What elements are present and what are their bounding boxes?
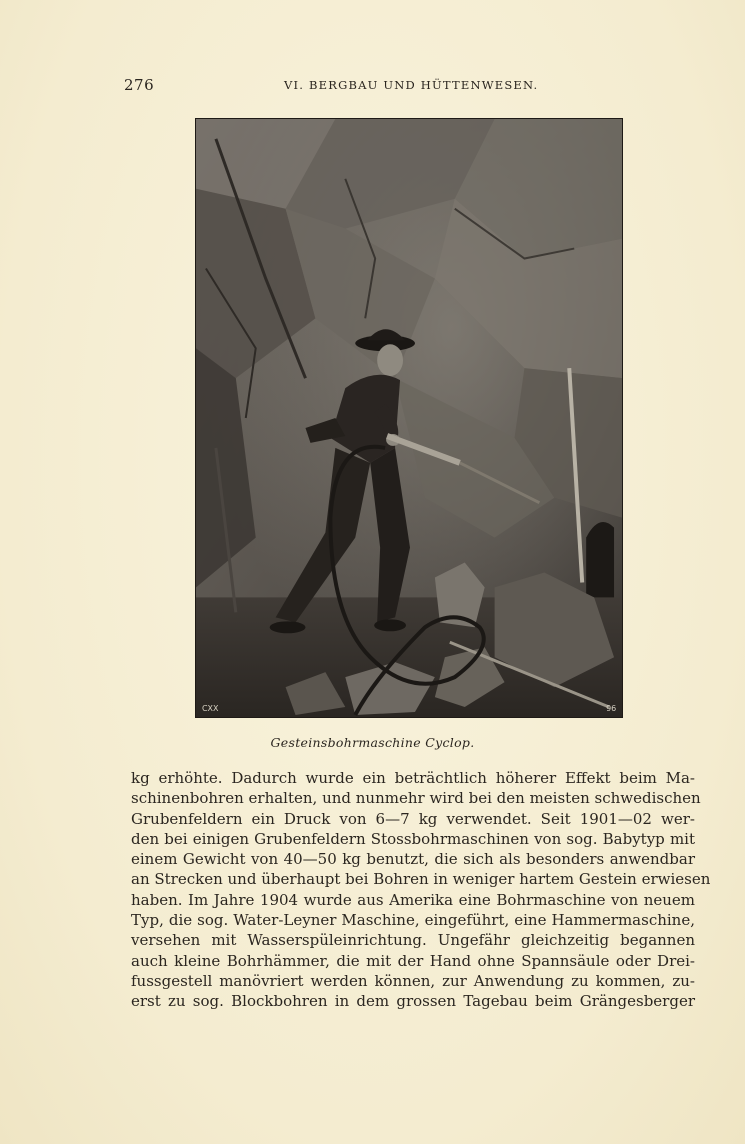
- text-line: erst zu sog. Blockbohren in dem grossen Tagebau beim Grängesberger: [131, 992, 695, 1011]
- photo-illustration: [196, 119, 622, 717]
- text-line: den bei einigen Grubenfeldern Stossbohrmaschinen von sog. Babytyp mit: [131, 829, 695, 848]
- body-paragraph: [131, 768, 711, 1012]
- text-line: an Strecken und überhaupt bei Bohren in weniger hartem Gestein erwiesen: [131, 870, 711, 889]
- running-head: VI. BERGBAU UND HÜTTENWESEN.: [284, 78, 539, 92]
- text-line: Grubenfeldern ein Druck von 6—7 kg verwendet. Seit 1901—02 wer-: [131, 809, 695, 828]
- figure-caption: Gesteinsbohrmaschine Cyclop.: [270, 735, 475, 750]
- text-line: fussgestell manövriert werden können, zur Anwendung zu kommen, zu-: [131, 971, 695, 990]
- text-line: versehen mit Wasserspüleinrichtung. Ungefähr gleichzeitig begannen: [131, 931, 695, 950]
- svg-text:CXX: CXX: [201, 704, 219, 714]
- text-line: auch kleine Bohrhämmer, die mit der Hand ohne Spannsäule oder Drei-: [131, 951, 695, 970]
- text-line: Typ, die sog. Water-Leyner Maschine, eingeführt, eine Hammermaschine,: [131, 911, 695, 930]
- rock-drilling-photo: [195, 118, 623, 718]
- text-line: schinenbohren erhalten, und nunmehr wird bei den meisten schwedischen: [131, 789, 701, 808]
- text-line: einem Gewicht von 40—50 kg benutzt, die sich als besonders anwendbar: [131, 850, 695, 869]
- text-line: haben. Im Jahre 1904 wurde aus Amerika eine Bohrmaschine von neuem: [131, 890, 695, 909]
- text-line: kg erhöhte. Dadurch wurde ein beträchtlich höherer Effekt beim Ma-: [131, 769, 695, 787]
- page-number: 276: [124, 76, 155, 94]
- svg-text:96: 96: [606, 704, 617, 714]
- page-header: [124, 76, 624, 96]
